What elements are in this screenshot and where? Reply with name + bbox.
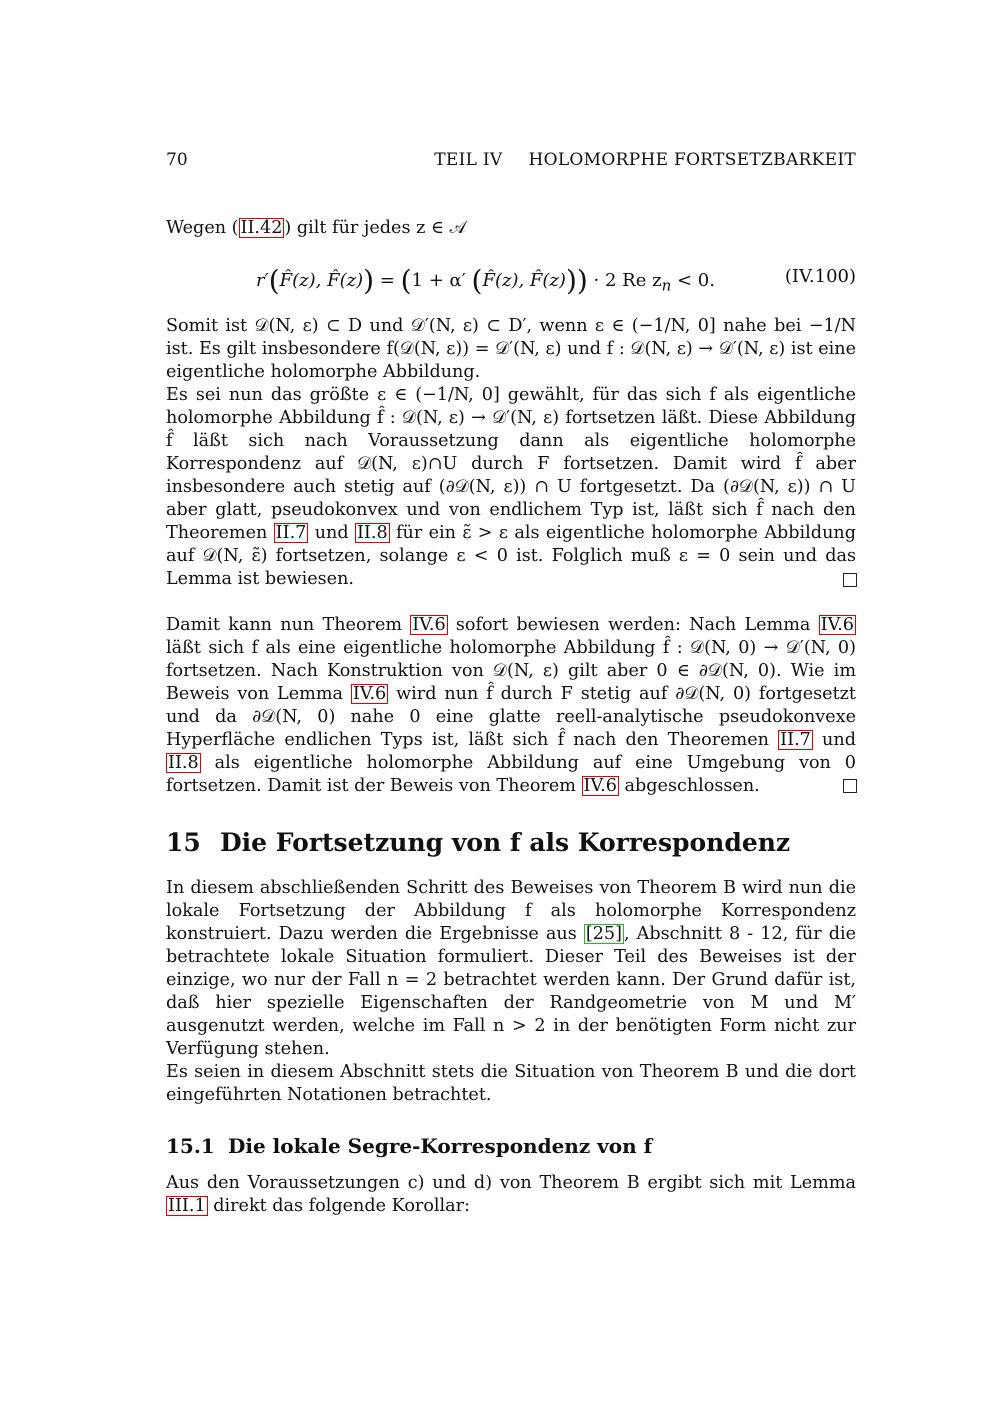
qed-symbol	[843, 779, 857, 793]
section-heading: 15 Die Fortsetzung von f als Korrespondenz	[166, 828, 791, 857]
header-chapter: HOLOMORPHE FORTSETZBARKEIT	[528, 150, 856, 170]
ref-link-IV-6[interactable]: IV.6	[352, 684, 387, 704]
ref-link-II-42[interactable]: II.42	[240, 218, 283, 238]
ref-link-II-8[interactable]: II.8	[356, 523, 388, 543]
ref-link-II-7[interactable]: II.7	[780, 730, 811, 750]
qed-symbol	[843, 573, 857, 587]
paragraph-6: Aus den Voraussetzungen c) und d) von Theorem B ergibt sich mit Lemma III.1 direkt das folgende Korollar:	[166, 1173, 856, 1216]
ref-link-II-8[interactable]: II.8	[168, 753, 199, 773]
paragraph-3: Damit kann nun Theorem IV.6 sofort bewiesen werden: Nach Lemma IV.6 läßt sich f als eine eigentliche holomorphe Abbildung f̂ : 𝒟(N, 0) → 𝒟′(N, 0) fortsetzen. Nach Konstruktion von 𝒟(N, ε) gilt aber 0 ∈ ∂𝒟(N, 0). Wie im Beweis von Lemma IV.6 wird nun f̂ durch F stetig auf ∂𝒟(N, 0) fortgesetzt und da ∂𝒟(N, 0) nahe 0 eine glatte reell-analytische pseudokonvexe Hyperfläche endlichen Typs ist, läßt sich f̂ nach den Theoremen II.7 und II.8 als eigentliche holomorphe Abbildung auf eine Umgebung von 0 fortsetzen. Damit ist der Beweis von Theorem IV.6 abgeschlossen.	[166, 615, 856, 796]
equation-label: (IV.100)	[784, 266, 856, 287]
ref-link-IV-6[interactable]: IV.6	[820, 615, 854, 635]
header-part: TEIL IV	[434, 150, 503, 170]
paragraph-5: Es seien in diesem Abschnitt stets die Situation von Theorem B und die dort eingeführten Notationen betrachtet.	[166, 1062, 856, 1105]
header-title	[408, 150, 856, 170]
ref-link-IV-6[interactable]: IV.6	[583, 776, 617, 796]
paragraph-4: In diesem abschließenden Schritt des Beweises von Theorem B wird nun die lokale Fortsetzung der Abbildung f als holomorphe Korrespondenz konstruiert. Dazu werden die Ergebnisse aus [25] , Abschnitt 8 - 12, für die betrachtete lokale Situation formuliert. Dieser Teil des Beweises ist der einzige, wo nur der Fall n = 2 betrachtet werden kann. Der Grund dafür ist, daß hier spezielle Eigenschaften der Randgeometrie von M und M′ ausgenutzt werden, welche im Fall n > 2 in der benötigten Form nicht zur Verfügung stehen.	[166, 878, 856, 1059]
ref-link-III-1[interactable]: III.1	[168, 1196, 206, 1216]
page-number: 70	[166, 150, 188, 170]
ref-link-II-7[interactable]: II.7	[275, 523, 307, 543]
ref-link-IV-6[interactable]: IV.6	[412, 615, 446, 635]
subsection-heading: 15.1 Die lokale Segre-Korrespondenz von f	[166, 1134, 653, 1158]
citation-link-25[interactable]: [25]	[585, 924, 622, 944]
paragraph-2: Es sei nun das größte ε ∈ (−1/N, 0] gewählt, für das sich f als eigentliche holomorphe Abbildung f̂ : 𝒟(N, ε) → 𝒟′(N, ε) fortsetzen läßt. Diese Abbildung f̂ läßt sich nach Voraussetzung dann als eigentliche holomorphe Korrespondenz auf 𝒟(N, ε)∩U durch F fortsetzen. Damit wird f̂ aber insbesondere auch stetig auf (∂𝒟(N, ε)) ∩ U fortgesetzt. Da (∂𝒟(N, ε)) ∩ U aber glatt, pseudokonvex und von endlichem Typ ist, läßt sich f̂ nach den Theoremen II.7 und II.8 für ein ε̃ > ε als eigentliche holomorphe Abbildung auf 𝒟(N, ε̃) fortsetzen, solange ε < 0 ist. Folglich muß ε = 0 sein und das Lemma ist bewiesen.	[166, 385, 856, 589]
intro-line: Wegen ( II.42 ) gilt für jedes z ∈ 𝒜	[166, 218, 467, 238]
paragraph-1: Somit ist 𝒟(N, ε) ⊂ D und 𝒟′(N, ε) ⊂ D′, wenn ε ∈ (−1/N, 0] nahe bei −1/N ist. Es gilt insbesondere f(𝒟(N, ε)) = 𝒟′(N, ε) und f : 𝒟(N, ε) → 𝒟′(N, ε) ist eine eigentliche holomorphe Abbildung.	[166, 316, 856, 382]
equation-IV-100: r′(F̂(z), F̂(z)) = (1 + α′ (F̂(z), F̂(z))) · 2 Re $z_n < 0$. (IV.100)	[256, 264, 856, 297]
